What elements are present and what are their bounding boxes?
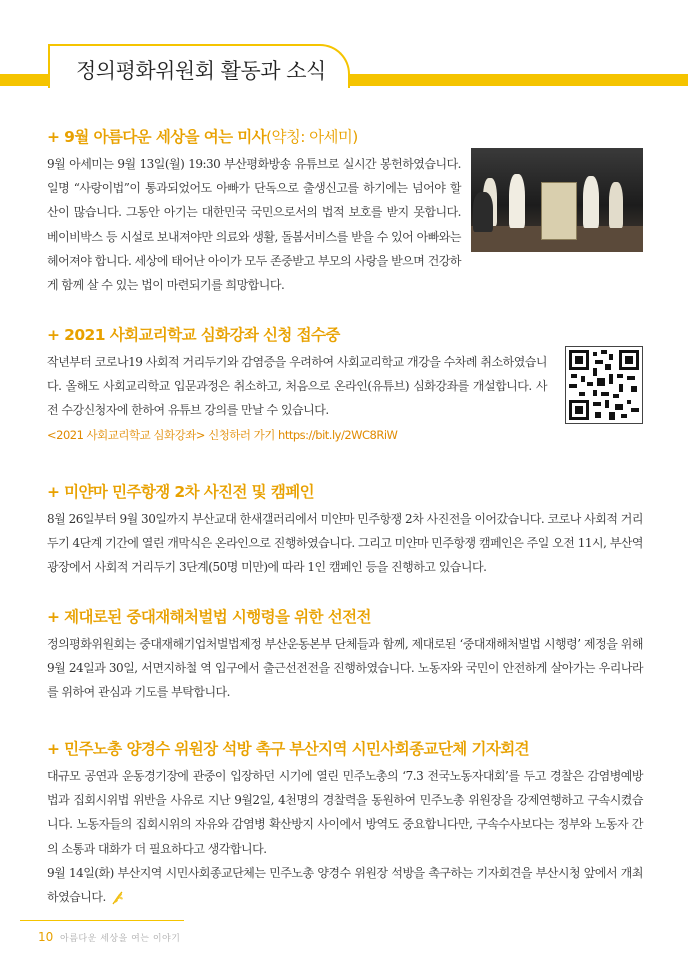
section-title-safety-law: + 제대로된 중대재해처벌법 시행령을 위한 선전전 bbox=[47, 608, 371, 626]
mass-photo bbox=[471, 148, 643, 252]
signup-link[interactable]: <2021 사회교리학교 심화강좌> 신청하러 가기 https://bit.ly/2WC8RiW bbox=[47, 427, 398, 442]
photo-camera bbox=[473, 192, 493, 232]
qr-code-graphic bbox=[569, 350, 639, 420]
section-paragraph: 8월 26일부터 9월 30일까지 부산교대 한새갤러리에서 미얀마 민주항쟁 2차 사진전을 이어갔습니다. 코로나 사회적 거리두기 4단계 기간에 열린 개막식은 온라인으로 진행하였습니다. 그리고 미얀마 민주항쟁 캠페인은 주일 오전 11시, 부산역 광장에서 사회적 거리두기 3단계(50명 미만)에 따라 1인 캠페인 등을 진행하고 있습니다. bbox=[47, 512, 643, 575]
section-title-paren: (약칭: 아세미) bbox=[266, 128, 358, 146]
page-number: 10 bbox=[38, 930, 54, 944]
section-body-school bbox=[47, 350, 643, 447]
section-body-asemi bbox=[47, 152, 643, 297]
page-title: 정의평화위원회 활동과 소식 bbox=[76, 59, 326, 83]
qr-code-icon bbox=[565, 346, 643, 424]
section-paragraph-2-text: 9월 14일(화) 부산지역 시민사회종교단체는 민주노총 양경수 위원장 석방을 촉구하는 기자회견을 부산시청 앞에서 개최하였습니다. bbox=[47, 865, 643, 905]
photo-banner bbox=[541, 182, 577, 240]
section-body-press-conference bbox=[47, 764, 643, 909]
magazine-name: 아름다운 세상을 여는 이야기 bbox=[60, 934, 181, 944]
photo-person bbox=[609, 182, 623, 228]
photo-person bbox=[583, 176, 599, 228]
section-paragraph-2 bbox=[47, 861, 643, 909]
section-paragraph: 대규모 공연과 운동경기장에 관중이 입장하던 시기에 열린 민주노총의 ‘7.3 전국노동자대회’를 두고 경찰은 감염병예방법과 집회시위법 위반을 사유로 지난 9월2일, 4천명의 경찰력을 동원하여 민주노총 위원장을 강제연행하고 구속시켰습니다. 노동자들의 집회시위의 자유와 감염병 확산방지 사이에서 방역도 중요합니다만, 구속수사보다는 정부와 노동자 간의 소통과 대화가 더 필요하다고 생각합니다. bbox=[47, 769, 643, 856]
section-paragraph: 9월 아세미는 9월 13일(월) 19:30 부산평화방송 유튜브로 실시간 봉헌하였습니다. 일명 “사랑이법”이 통과되었어도 아빠가 단독으로 출생신고를 하기에는 넘어야 할 산이 많습니다. 그동안 아기는 대한민국 국민으로서의 법적 보호를 받지 못합니다. 베이비박스 등 시설로 보내져야만 의료와 생활, 돌봄서비스를 받을 수 있어 아빠와는 헤어져야 합니다. 세상에 태어난 아이가 모두 존중받고 부모의 사랑을 받으며 건강하게 함께 살 수 있는 법이 마련되기를 희망합니다. bbox=[47, 157, 461, 293]
section-paragraph: 정의평화위원회는 중대재해기업처벌법제정 부산운동본부 단체들과 함께, 제대로된 ‘중대재해처벌법 시행령’ 제정을 위해 9월 24일과 30일, 서면지하철 역 입구에서 출근선전전을 진행하였습니다. 노동자와 국민이 안전하게 살아가는 우리나라를 위하여 관심과 기도를 부탁합니다. bbox=[47, 637, 643, 700]
photo-person bbox=[509, 174, 525, 228]
wheat-leaf-icon bbox=[110, 890, 126, 906]
section-body-myanmar bbox=[47, 507, 643, 580]
footer-rule bbox=[20, 920, 184, 921]
section-title-press-conference: + 민주노총 양경수 위원장 석방 촉구 부산지역 시민사회종교단체 기자회견 bbox=[47, 740, 529, 758]
section-paragraph: 작년부터 코로나19 사회적 거리두기와 감염증을 우려하여 사회교리학교 개강을 수차례 취소하였습니다. 올해도 사회교리학교 입문과정은 취소하고, 처음으로 온라인(유튜브) 심화강좌를 개설합니다. 사전 수강신청자에 한하여 유튜브 강의를 만날 수 있습니다. bbox=[47, 355, 547, 418]
section-body-safety-law bbox=[47, 632, 643, 705]
section-title-myanmar: + 미얀마 민주항쟁 2차 사진전 및 캠페인 bbox=[47, 483, 314, 501]
section-title-asemi bbox=[47, 125, 358, 147]
section-title-text: + 9월 아름다운 세상을 여는 미사 bbox=[47, 128, 267, 146]
section-title-school: + 2021 사회교리학교 심화강좌 신청 접수중 bbox=[47, 326, 340, 344]
